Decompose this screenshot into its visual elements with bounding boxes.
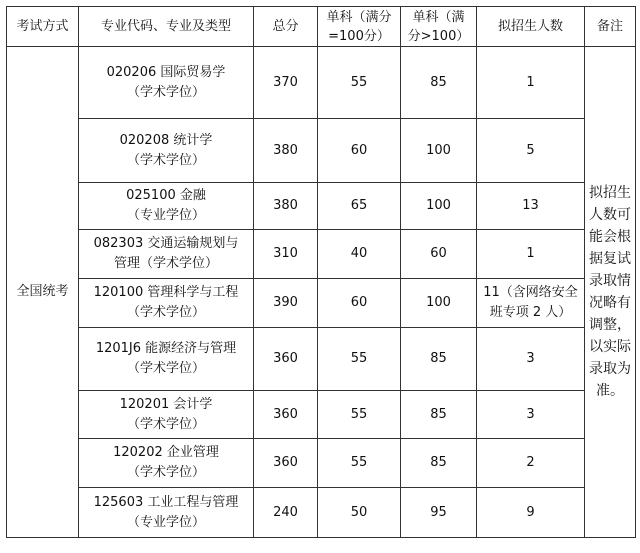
table-row bbox=[7, 119, 636, 183]
header-single-100 bbox=[318, 7, 401, 47]
single-gt100-cell: 95 bbox=[401, 488, 477, 538]
program-type: （专业学位） bbox=[126, 208, 205, 223]
program-type: （学术学位） bbox=[126, 84, 205, 100]
total-score-cell: 380 bbox=[254, 183, 318, 230]
program-cell bbox=[79, 230, 254, 279]
total-score-cell: 390 bbox=[254, 279, 318, 328]
header-total-score: 总分 bbox=[254, 7, 318, 47]
quota-cell bbox=[477, 183, 585, 230]
single-100-cell: 50 bbox=[318, 488, 401, 538]
program-cell bbox=[79, 183, 254, 230]
total-score-cell: 380 bbox=[254, 119, 318, 183]
program-type: （学术学位） bbox=[126, 416, 205, 432]
quota-cell bbox=[477, 328, 585, 391]
header-single-gt100 bbox=[401, 7, 477, 47]
single-gt100-cell: 100 bbox=[401, 279, 477, 328]
quota-cell bbox=[477, 47, 585, 119]
table-row bbox=[7, 183, 636, 230]
table-row bbox=[7, 230, 636, 279]
single-gt100-cell: 100 bbox=[401, 183, 477, 230]
header-remark: 备注 bbox=[585, 7, 636, 47]
quota-cell bbox=[477, 439, 585, 488]
single-100-cell: 60 bbox=[318, 119, 401, 183]
quota-value: 5 bbox=[526, 142, 535, 158]
total-score-cell: 240 bbox=[254, 488, 318, 538]
quota-value: 1 bbox=[526, 74, 535, 90]
quota-value: 13 bbox=[522, 198, 539, 213]
header-single-gt100-line1: 单科（满 bbox=[412, 9, 465, 25]
quota-cell bbox=[477, 230, 585, 279]
single-100-cell: 60 bbox=[318, 279, 401, 328]
header-program: 专业代码、专业及类型 bbox=[79, 7, 254, 47]
program-cell bbox=[79, 47, 254, 119]
quota-value: 3 bbox=[526, 406, 535, 422]
quota-value: 1 bbox=[526, 246, 535, 261]
single-100-cell: 65 bbox=[318, 183, 401, 230]
table-row bbox=[7, 488, 636, 538]
program-cell bbox=[79, 279, 254, 328]
single-gt100-cell: 85 bbox=[401, 47, 477, 119]
header-single-100-line2: =100分） bbox=[328, 28, 390, 44]
quota-value: 2 bbox=[526, 455, 535, 470]
quota-value: 3 bbox=[526, 351, 535, 366]
single-gt100-cell: 85 bbox=[401, 439, 477, 488]
single-gt100-cell: 85 bbox=[401, 391, 477, 439]
quota-cell bbox=[477, 119, 585, 183]
program-type: （学术学位） bbox=[126, 465, 205, 480]
program-name: 120202 企业管理 bbox=[113, 445, 219, 460]
single-100-cell: 55 bbox=[318, 391, 401, 439]
program-type: 管理（学术学位） bbox=[113, 256, 218, 271]
program-type: （学术学位） bbox=[126, 305, 205, 320]
program-cell bbox=[79, 488, 254, 538]
total-score-cell: 360 bbox=[254, 328, 318, 391]
quota-note: 班专项 2 人） bbox=[489, 305, 572, 320]
total-score-cell: 370 bbox=[254, 47, 318, 119]
total-score-cell: 360 bbox=[254, 391, 318, 439]
header-quota: 拟招生人数 bbox=[477, 7, 585, 47]
program-type: （学术学位） bbox=[126, 361, 205, 376]
program-name: 025100 金融 bbox=[126, 188, 206, 203]
program-cell bbox=[79, 119, 254, 183]
program-type: （学术学位） bbox=[126, 152, 205, 168]
remark-cell: 拟招生人数可能会根据复试录取情况略有调整，以实际录取为准。 bbox=[585, 47, 636, 538]
program-cell bbox=[79, 391, 254, 439]
header-row bbox=[7, 7, 636, 47]
quota-cell bbox=[477, 279, 585, 328]
single-100-cell: 55 bbox=[318, 439, 401, 488]
header-single-gt100-line2: 分>100） bbox=[407, 28, 470, 44]
total-score-cell: 360 bbox=[254, 439, 318, 488]
single-100-cell: 40 bbox=[318, 230, 401, 279]
total-score-cell: 310 bbox=[254, 230, 318, 279]
single-100-cell: 55 bbox=[318, 328, 401, 391]
program-name: 020208 统计学 bbox=[119, 132, 213, 148]
single-gt100-cell: 100 bbox=[401, 119, 477, 183]
table-row bbox=[7, 279, 636, 328]
header-exam-method: 考试方式 bbox=[7, 7, 79, 47]
quota-cell bbox=[477, 488, 585, 538]
program-name: 120201 会计学 bbox=[119, 396, 213, 412]
header-single-100-line1: 单科（满分 bbox=[326, 9, 392, 25]
quota-value: 9 bbox=[526, 504, 535, 520]
program-name: 125603 工业工程与管理 bbox=[93, 494, 239, 510]
table-row bbox=[7, 47, 636, 119]
exam-method-cell: 全国统考 bbox=[7, 47, 79, 538]
program-cell bbox=[79, 439, 254, 488]
program-name: 1201J6 能源经济与管理 bbox=[95, 341, 237, 356]
table-row bbox=[7, 328, 636, 391]
single-gt100-cell: 85 bbox=[401, 328, 477, 391]
table-row bbox=[7, 439, 636, 488]
program-cell bbox=[79, 328, 254, 391]
admissions-table bbox=[6, 6, 636, 538]
single-100-cell: 55 bbox=[318, 47, 401, 119]
table-row bbox=[7, 391, 636, 439]
program-name: 020206 国际贸易学 bbox=[106, 64, 226, 80]
quota-value: 11（含网络安全 bbox=[483, 285, 578, 300]
program-type: （专业学位） bbox=[126, 514, 205, 530]
program-name: 120100 管理科学与工程 bbox=[93, 285, 239, 300]
single-gt100-cell: 60 bbox=[401, 230, 477, 279]
program-name: 082303 交通运输规划与 bbox=[93, 236, 239, 251]
quota-cell bbox=[477, 391, 585, 439]
